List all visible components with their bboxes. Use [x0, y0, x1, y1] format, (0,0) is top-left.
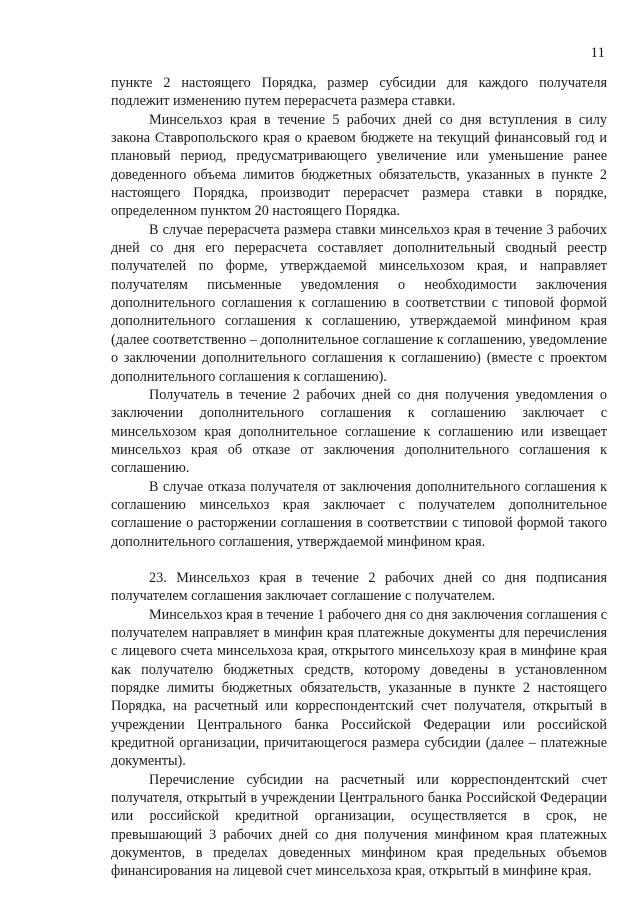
paragraph-recipient-response: Получатель в течение 2 рабочих дней со дня получения уведомления о заключении дополнительного соглашения к соглашению заключает с минсельхозом края дополнительное соглашение к соглашению или извещает минсельхоз края об отказе от заключения дополнительного соглашения к соглашению. [111, 386, 607, 477]
paragraph-continuation: пункте 2 настоящего Порядка, размер субсидии для каждого получателя подлежит изменению путем перерасчета размера ставки. [111, 75, 607, 110]
document-body [111, 74, 607, 881]
paragraph-rate-recalculation: Минсельхоз края в течение 5 рабочих дней со дня вступления в силу закона Ставропольского края о краевом бюджете на текущий финансовый год и плановый период, предусматривающего увеличение или уменьшение ранее доведенного объема лимитов бюджетных обязательств, указанных в пункте 2 настоящего Порядка, производит перерасчет размера ставки в порядке, определенном пунктом 20 настоящего Порядка. [111, 111, 607, 220]
paragraph-payment-documents: Минсельхоз края в течение 1 рабочего дня со дня заключения соглашения с получателем направляет в минфин края платежные документы для перечисления с лицевого счета минсельхоза края, открытого минсельхозу края в минфине края как получателю бюджетных средств, которому доведены в установленном порядке лимиты бюджетных обязательств, указанные в пункте 2 настоящего Порядка, на расчетный или корреспондентский счет получателя, открытый в учреждении Центрального банка Российской Федерации или российской кредитной организации, причитающегося размера субсидии (далее – платежные документы). [111, 606, 607, 770]
paragraph-additional-registry: В случае перерасчета размера ставки минсельхоз края в течение 3 рабочих дней со дня его перерасчета составляет дополнительный сводный реестр получателей по форме, утверждаемой минсельхозом края, и направляет получателям письменные уведомления о необходимости заключения дополнительного соглашения к соглашению в соответствии с типовой формой дополнительного соглашения к соглашению, утверждаемой минфином края (далее соответственно – дополнительное соглашение к соглашению, уведомление о заключении дополнительного соглашения к соглашению) (вместе с проектом дополнительного соглашения к соглашению). [111, 221, 607, 385]
page-number: 11 [590, 45, 605, 61]
paragraph-clause-23: 23. Минсельхоз края в течение 2 рабочих дней со дня подписания получателем соглашения заключает соглашение с получателем. [111, 569, 607, 605]
paragraph-subsidy-transfer: Перечисление субсидии на расчетный или корреспондентский счет получателя, открытый в учреждении Центрального банка Российской Федерации или российской кредитной организации, осуществляется в срок, не превышающий 3 рабочих дней со дня получения минфином края платежных документов, в пределах доведенных минфином края предельных объемов финансирования на лицевой счет минсельхоза края, открытый в минфине края. [111, 771, 607, 880]
paragraph-refusal-termination: В случае отказа получателя от заключения дополнительного соглашения к соглашению минсельхоз края заключает с получателем дополнительное соглашение о расторжении соглашения в соответствии с типовой формой такого дополнительного соглашения, утверждаемой минфином края. [111, 478, 607, 550]
